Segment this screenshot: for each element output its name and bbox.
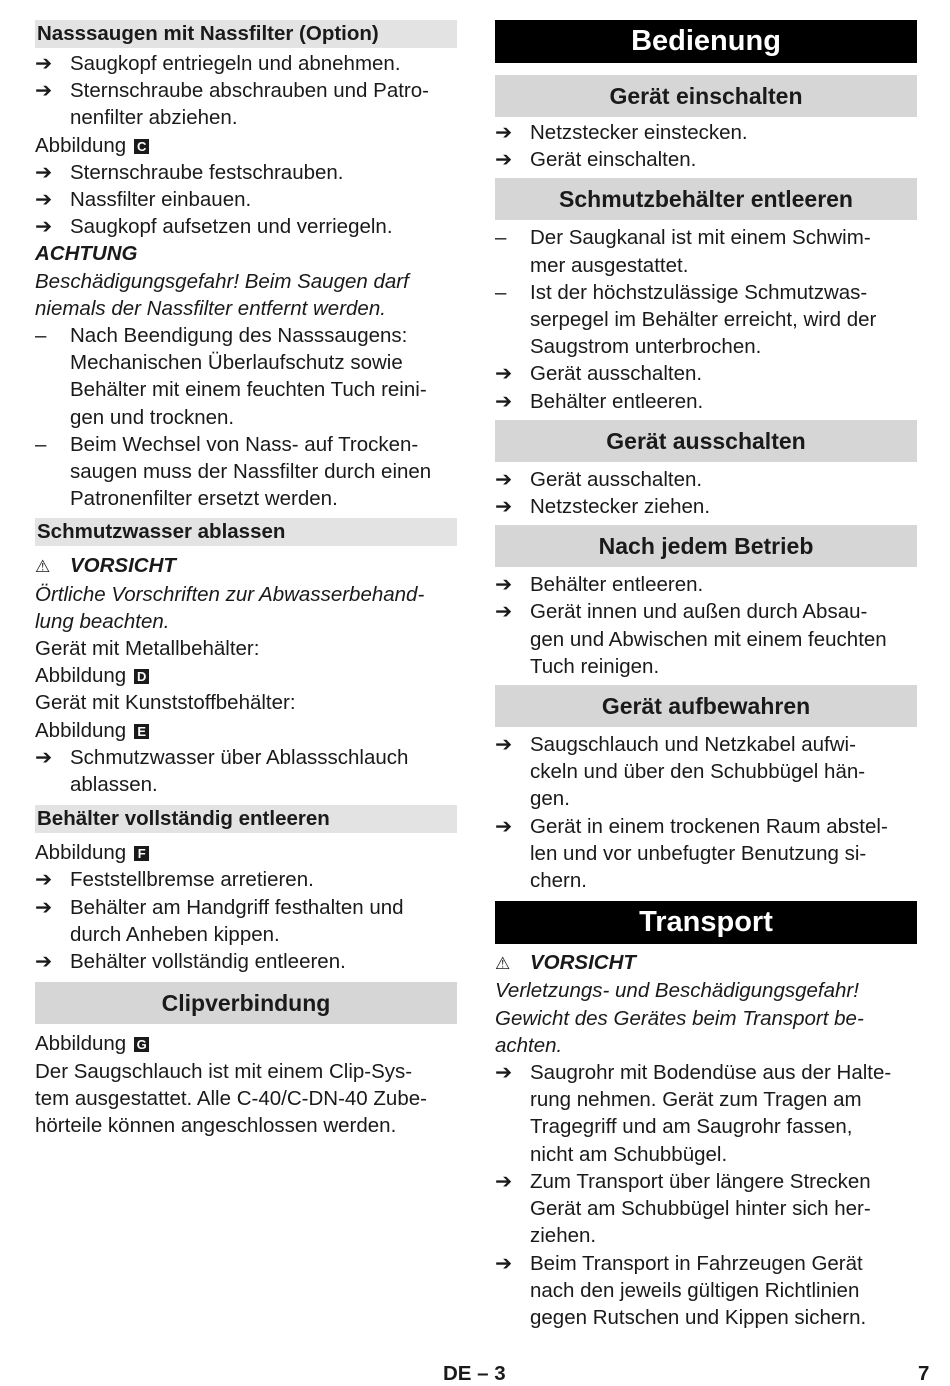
right-column xyxy=(495,20,917,1331)
section-heading-aufbewahren: Gerät aufbewahren xyxy=(495,685,917,727)
step: ➔ Behälter entleeren. xyxy=(495,571,917,598)
step: ➔ Gerät einschalten. xyxy=(495,146,917,173)
figure-g-badge: G xyxy=(134,1037,149,1052)
left-column xyxy=(35,20,457,1139)
figure-c-badge: C xyxy=(134,139,149,154)
figure-ref: Abbildung F xyxy=(35,839,457,866)
arrow-icon: ➔ xyxy=(35,868,53,892)
arrow-icon: ➔ xyxy=(35,52,53,75)
step: ➔ Feststellbremse arretieren. xyxy=(35,866,457,893)
step: ➔ Behälter entleeren. xyxy=(495,388,917,415)
step: ➔ Sternschraube festschrauben. xyxy=(35,159,457,186)
section-heading-clipverbindung: Clipverbindung xyxy=(35,982,457,1024)
figure-ref: Abbildung C xyxy=(35,132,457,159)
chapter-heading-transport: Transport xyxy=(495,901,917,944)
figure-ref: Abbildung E xyxy=(35,717,457,744)
section-heading-schmutzbehaelter: Schmutzbehälter entleeren xyxy=(495,178,917,220)
metal-label: Gerät mit Metallbehälter: xyxy=(35,637,260,661)
section-heading-nasssaugen: Nasssaugen mit Nassfilter (Option) xyxy=(35,20,457,48)
arrow-icon: ➔ xyxy=(35,745,53,769)
arrow-icon: ➔ xyxy=(495,148,513,172)
clip-text: Der Saugschlauch ist mit einem Clip-Sys- tem ausgestattet. Alle C-40/C-DN-40 Zube- hörteile können angeschlossen werden. xyxy=(35,1059,427,1137)
section-heading-betrieb: Nach jedem Betrieb xyxy=(495,525,917,567)
page-number: 7 xyxy=(918,1362,930,1385)
step: ➔ Gerät innen und außen durch Absau- gen und Abwischen mit einem feuchten Tuch reinigen. xyxy=(495,600,887,678)
vorsicht-title: ⚠ VORSICHT xyxy=(495,949,917,977)
arrow-icon: ➔ xyxy=(35,79,53,103)
section-heading-behaelter: Behälter vollständig entleeren xyxy=(35,805,457,833)
step: ➔ Behälter am Handgriff festhalten und durch Anheben kippen. xyxy=(35,895,404,946)
step: ➔ Netzstecker ziehen. xyxy=(495,493,917,520)
section-heading-schmutzwasser: Schmutzwasser ablassen xyxy=(35,518,457,546)
step: ➔ Saugschlauch und Netzkabel aufwi- ckeln und über den Schubbügel hän- gen. xyxy=(495,733,866,811)
warning-icon: ⚠ xyxy=(495,954,511,974)
step: ➔ Saugkopf aufsetzen und verriegeln. xyxy=(35,213,457,240)
plastic-label: Gerät mit Kunststoffbehälter: xyxy=(35,691,296,715)
dash-item: – Beim Wechsel von Nass- auf Trocken- saugen muss der Nassfilter durch einen Patronenfilter ersetzt werden. xyxy=(35,432,432,511)
dash-item: – Der Saugkanal ist mit einem Schwim- mer ausgestattet. xyxy=(495,226,871,277)
dash-item: – Nach Beendigung des Nasssaugens: Mechanischen Überlaufschutz sowie Behälter mit einem feuchten Tuch reini- gen und trocknen. xyxy=(35,324,427,429)
section-heading-einschalten: Gerät einschalten xyxy=(495,75,917,117)
arrow-icon: ➔ xyxy=(495,1251,513,1275)
warning-icon: ⚠ xyxy=(35,557,51,577)
step: ➔ Zum Transport über längere Strecken Gerät am Schubbügel hinter sich her- ziehen. xyxy=(495,1169,871,1248)
figure-e-badge: E xyxy=(134,724,149,739)
step: ➔ Gerät in einem trockenen Raum abstel- len und vor unbefugter Benutzung si- chern. xyxy=(495,814,888,893)
step: ➔ Gerät ausschalten. xyxy=(495,360,917,387)
step: ➔ Saugkopf entriegeln und abnehmen. xyxy=(35,50,457,77)
step: ➔ Sternschraube abschrauben und Patro- nenfilter abziehen. xyxy=(35,79,429,130)
step: ➔ Netzstecker einstecken. xyxy=(495,119,917,146)
arrow-icon: ➔ xyxy=(35,950,53,974)
arrow-icon: ➔ xyxy=(495,814,513,838)
arrow-icon: ➔ xyxy=(495,389,513,413)
arrow-icon: ➔ xyxy=(35,160,53,184)
section-heading-ausschalten: Gerät ausschalten xyxy=(495,420,917,462)
arrow-icon: ➔ xyxy=(495,573,513,597)
arrow-icon: ➔ xyxy=(495,600,513,624)
chapter-heading-bedienung: Bedienung xyxy=(495,20,917,63)
vorsicht-text: Örtliche Vorschriften zur Abwasserbehand- lung beachten. xyxy=(35,582,425,633)
vorsicht-title: ⚠ VORSICHT xyxy=(35,552,457,580)
achtung-title: ACHTUNG xyxy=(35,242,138,266)
figure-d-badge: D xyxy=(134,669,149,684)
arrow-icon: ➔ xyxy=(35,895,53,919)
arrow-icon: ➔ xyxy=(495,121,513,144)
dash-item: – Ist der höchstzulässige Schmutzwas- serpegel im Behälter erreicht, wird der Saugstrom unterbrochen. xyxy=(495,280,877,359)
step: ➔ Nassfilter einbauen. xyxy=(35,186,457,213)
arrow-icon: ➔ xyxy=(35,215,53,239)
arrow-icon: ➔ xyxy=(495,733,513,757)
step: ➔ Saugrohr mit Bodendüse aus der Halte- rung nehmen. Gerät zum Tragen am Tragegriff und am Saugrohr fassen, nicht am Schubbügel. xyxy=(495,1061,892,1166)
arrow-icon: ➔ xyxy=(495,362,513,386)
footer-section-label: DE – 3 xyxy=(443,1362,506,1385)
figure-ref: Abbildung D xyxy=(35,662,457,689)
step: ➔ Behälter vollständig entleeren. xyxy=(35,948,457,975)
arrow-icon: ➔ xyxy=(495,495,513,519)
vorsicht-text: Verletzungs- und Beschädigungsgefahr! Gewicht des Gerätes beim Transport be- achten. xyxy=(495,979,864,1057)
arrow-icon: ➔ xyxy=(495,1061,513,1085)
step: ➔ Gerät ausschalten. xyxy=(495,466,917,493)
step: ➔ Schmutzwasser über Ablassschlauch ablassen. xyxy=(35,745,409,797)
achtung-text: Beschädigungsgefahr! Beim Saugen darf niemals der Nassfilter entfernt werden. xyxy=(35,269,409,320)
arrow-icon: ➔ xyxy=(35,188,53,212)
figure-ref: Abbildung G xyxy=(35,1030,457,1057)
arrow-icon: ➔ xyxy=(495,1169,513,1193)
arrow-icon: ➔ xyxy=(495,467,513,491)
figure-f-badge: F xyxy=(134,846,149,861)
step: ➔ Beim Transport in Fahrzeugen Gerät nach den jeweils gültigen Richtlinien gegen Rutschen und Kippen sichern. xyxy=(495,1251,867,1329)
